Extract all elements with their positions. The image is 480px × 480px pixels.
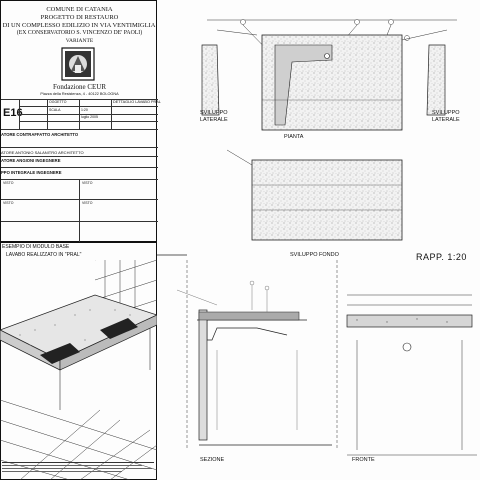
label-sviluppo-fondo: SVILUPPO FONDO — [290, 252, 339, 258]
field-scala-label: SCALA — [49, 108, 61, 112]
plan-drawing — [157, 0, 480, 250]
title-block — [0, 0, 161, 242]
label-fronte: FRONTE — [352, 457, 375, 463]
visto-2: VISTO — [82, 181, 93, 185]
title-line-3: DI UN COMPLESSO EDILIZIO IN VIA VENTIMIGLIA — [2, 22, 156, 29]
label-pianta: PIANTA — [284, 134, 304, 140]
label-sviluppo-laterale-left: SVILUPPO LATERALE — [200, 110, 228, 123]
isometric-note — [112, 372, 142, 376]
designer-role-1-detail — [1, 139, 2, 142]
designer-role-4: PPO INTEGRALE INGEGNERE — [1, 170, 62, 175]
foundation-name: Fondazione CEUR — [52, 83, 107, 91]
field-oggetto-value: DETTAGLIO LAVABO PRAL — [113, 100, 161, 104]
designer-role-1: ATORE CONTRAFFATTO ARCHITETTO — [1, 132, 79, 137]
title-line-4: (EX CONSERVATORIO S. VINCENZO DE' PAOLI) — [16, 30, 143, 36]
isometric-drawing — [0, 260, 157, 480]
title-line-2: PROGETTO DI RESTAURO — [40, 14, 119, 21]
visto-4: VISTO — [82, 201, 93, 205]
title-line-5: VARIANTE — [65, 38, 94, 44]
visto-3: VISTO — [3, 201, 14, 205]
field-scala-value: 1:20 — [81, 108, 88, 112]
field-oggetto-label: OGGETTO — [49, 100, 67, 104]
footer-note — [2, 462, 154, 477]
label-sezione: SEZIONE — [200, 457, 225, 463]
foundation-address: Piazza della Resistenza, 4 - 40122 BOLOGNA — [40, 92, 119, 96]
label-sviluppo-laterale-right: SVILUPPO LATERALE — [432, 110, 460, 123]
sheet-code: E16 — [3, 107, 23, 119]
label-esempio-line-2: LAVABO REALIZZATO IN "PRAL" — [6, 252, 82, 258]
title-line-1: COMUNE DI CATANIA — [46, 6, 113, 13]
foundation-logo — [61, 47, 95, 81]
designer-role-3: ATORE ANGIONI INGEGNERE — [1, 158, 61, 163]
field-data-value: luglio 2005 — [81, 115, 98, 119]
label-esempio-line-1: ESEMPIO DI MODULO BASE — [2, 244, 70, 250]
designer-role-2: ATORE ANTONIO SALANITRO ARCHITETTO — [1, 150, 84, 155]
section-front-drawing — [157, 250, 480, 480]
visto-1: VISTO — [3, 181, 14, 185]
label-rapp: RAPP. 1:20 — [416, 252, 467, 262]
